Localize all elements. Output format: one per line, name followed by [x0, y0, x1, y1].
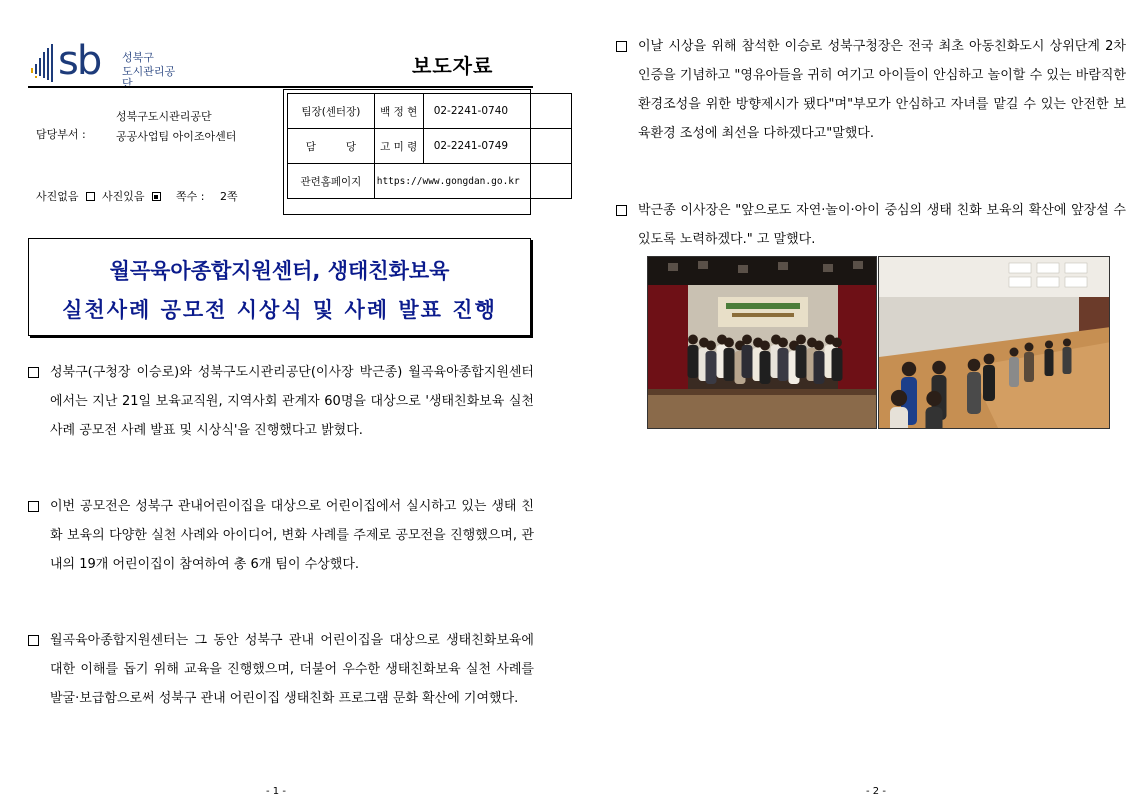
- logo-org-line1: 성북구: [122, 51, 154, 64]
- checkbox-empty-icon: [28, 635, 39, 646]
- homepage-link[interactable]: https://www.gongdan.go.kr: [374, 164, 571, 199]
- paragraph-text: 월곡육아종합지원센터는 그 동안 성북구 관내 어린이집을 대상으로 생태친화보육에 대한 이해를 돕기 위해 교육을 진행했으며, 더불어 우수한 생태친화보육 실천 사례를 발굴·보급함으로써 성북구 관내 어린이집 생태친화 프로그램 문화 확산에 기여했다.: [50, 633, 534, 706]
- paragraph-4: [616, 32, 1126, 148]
- header-divider-top: [28, 86, 533, 88]
- paragraph-text: 이날 시상을 위해 참석한 이승로 성북구청장은 전국 최초 아동친화도시 상위단계 2차 인증을 기념하고 "영유아들을 귀히 여기고 아이들이 안심하고 놀이할 수 있는 바람직한 환경조성을 위한 방향제시가 됐다"며"부모가 안심하고 자녀를 맡길 수 있는 안전한 보육환경 조성에 최선을 다하겠다고"말했다.: [638, 39, 1126, 141]
- logo: [30, 38, 180, 90]
- headline-line2: 실천사례 공모전 시상식 및 사례 발표 진행: [62, 298, 497, 322]
- pages-value: 2쪽: [220, 190, 238, 203]
- contact-table: [287, 93, 572, 199]
- paragraph-3: [28, 626, 534, 713]
- photo-info-row: [36, 188, 242, 204]
- page-number: - 1 -: [266, 786, 286, 797]
- checkbox-empty-icon: [28, 501, 39, 512]
- paragraph-2: [28, 492, 534, 579]
- contact-name: 백 정 현: [374, 94, 423, 129]
- contact-phone: 02-2241-0740: [423, 94, 571, 129]
- table-row: [288, 164, 572, 199]
- checkbox-empty-icon: [616, 205, 627, 216]
- paragraph-text: 성북구(구청장 이승로)와 성북구도시관리공단(이사장 박근종) 월곡육아종합지원센터에서는 지난 21일 보육교직원, 지역사회 관계자 60명을 대상으로 '생태친화보육 실천사례 공모전 사례 발표 및 시상식'을 진행했다고 밝혔다.: [50, 365, 534, 438]
- department-team: 공공사업팀 아이조아센터: [116, 130, 237, 143]
- with-photo-label: 사진있음: [102, 190, 145, 203]
- audience-photo: [878, 256, 1110, 429]
- logo-org-line2: 도시관리공단: [122, 65, 176, 90]
- stripe-logo-icon: [30, 42, 56, 84]
- table-row: [288, 129, 572, 164]
- paragraph-1: [28, 358, 534, 445]
- department-label: 담당부서 :: [36, 128, 86, 141]
- contact-phone: 02-2241-0749: [423, 129, 571, 164]
- checkbox-empty-icon: [86, 192, 95, 201]
- headline-box: [28, 238, 531, 336]
- table-row: [288, 94, 572, 129]
- no-photo-label: 사진없음: [36, 190, 79, 203]
- contact-name: 고 미 령: [374, 129, 423, 164]
- department-org: 성북구도시관리공단: [116, 110, 212, 123]
- checkbox-empty-icon: [28, 367, 39, 378]
- pages-label: 쪽수 :: [176, 190, 205, 203]
- ceremony-photo: [647, 256, 877, 429]
- logo-text: sb: [58, 38, 101, 84]
- paragraph-5: [616, 196, 1126, 254]
- paragraph-text: 박근종 이사장은 "앞으로도 자연·놀이·아이 중심의 생태 친화 보육의 확산에 앞장설 수 있도록 노력하겠다." 고 말했다.: [638, 203, 1126, 247]
- contact-role: 담 당: [288, 129, 375, 164]
- homepage-label: 관련홈페이지: [288, 164, 375, 199]
- checkbox-empty-icon: [616, 41, 627, 52]
- page-2: [572, 0, 1144, 806]
- press-release-title: 보도자료: [412, 54, 494, 78]
- contact-role: 팀장(센터장): [288, 94, 375, 129]
- paragraph-text: 이번 공모전은 성북구 관내어린이집을 대상으로 어린이집에서 실시하고 있는 생태 친화 보육의 다양한 실천 사례와 아이디어, 변화 사례를 주제로 공모전을 진행했으며, 관내의 19개 어린이집이 참여하여 총 6개 팀이 수상했다.: [50, 499, 534, 572]
- page-number: - 2 -: [866, 786, 886, 797]
- headline-line1: 월곡육아종합지원센터, 생태친화보육: [109, 259, 450, 283]
- checkbox-filled-icon: [152, 192, 161, 201]
